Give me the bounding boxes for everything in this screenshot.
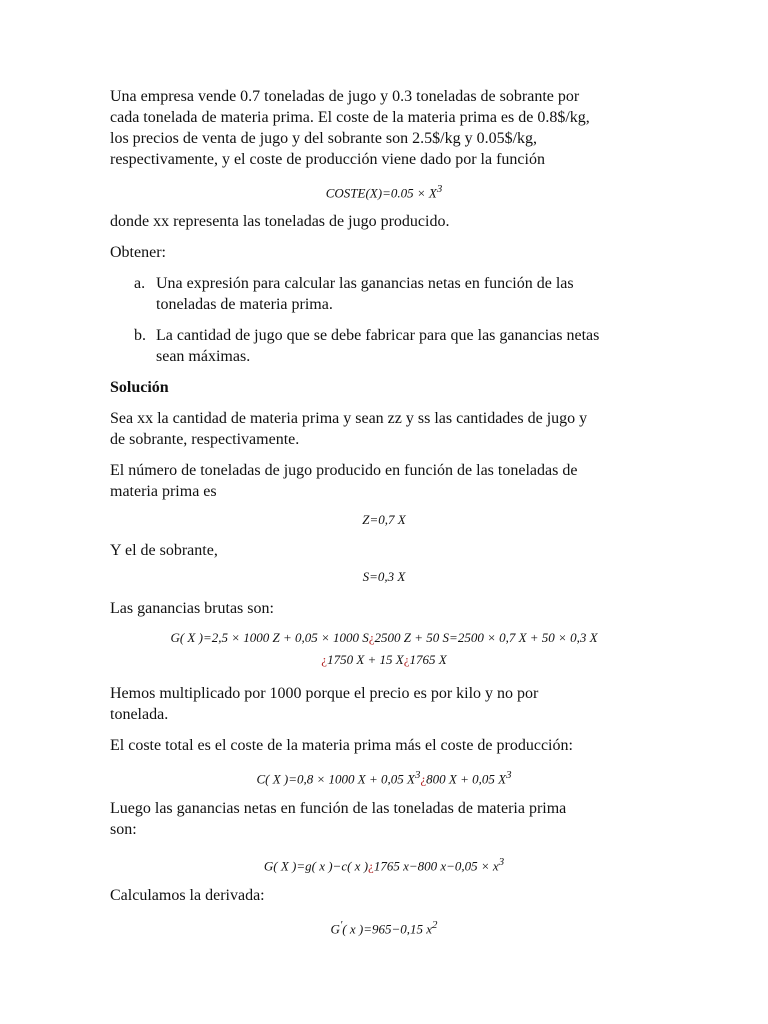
paragraph-hemos-line: Hemos multiplicado por 1000 porque el precio es por kilo y no por: [110, 685, 539, 702]
equation-cost: COSTE(X)=0.05 × $X^3$: [325, 183, 443, 201]
paragraph-luego-line: son:: [110, 821, 137, 838]
intro-line: Una empresa vende 0.7 toneladas de jugo y 0.3 toneladas de sobrante por: [110, 88, 580, 105]
eq-g-l1-b: 2500 Z + 50 S=2500 × 0,7 X + 50 × 0,3 X: [374, 630, 598, 645]
eq-g-l2-q2: ¿: [403, 652, 410, 667]
equation-net-profit: [0, 854, 768, 874]
eq-gnet-b: 1765 x−800 x−0,05 × x: [373, 858, 499, 874]
eq-deriv-exp: 2: [432, 919, 438, 931]
eq-gnet-a: G( X )=g( x )−c( x ): [263, 858, 369, 874]
paragraph-hemos: [110, 683, 650, 725]
eq-g-l2-b: 1765 X: [409, 652, 447, 667]
eq-g-l2-q1: ¿: [321, 652, 328, 667]
eq-deriv-a: G: [330, 921, 340, 937]
intro-line: los precios de venta de jugo y del sobrante son 2.5$/kg y 0.05$/kg,: [110, 130, 538, 147]
equation-s: S=0,3 X: [362, 569, 406, 584]
eq-c-b: 800 X + 0,05 X: [426, 771, 507, 787]
eq-c-exp2: 3: [506, 769, 512, 781]
eq-c-a: C( X )=0,8 × 1000 X + 0,05 X: [256, 771, 415, 787]
paragraph-numero-line: materia prima es: [110, 483, 217, 500]
paragraph-luego-line: Luego las ganancias netas en función de las toneladas de materia prima: [110, 800, 567, 817]
equation-gross-line-1: [0, 630, 768, 646]
eq-cost-lhs: COSTE: [325, 185, 366, 201]
paragraph-sea-line: Sea xx la cantidad de materia prima y sean zz y ss las cantidades de jugo y: [110, 410, 588, 427]
eq-c-exp1: 3: [414, 769, 421, 781]
list-marker-a: a.: [134, 275, 146, 292]
eq-deriv-b: ( x )=965−0,15 x: [342, 921, 433, 937]
eq-gnet-exp: 3: [498, 856, 505, 868]
intro-paragraph: [110, 86, 650, 170]
paragraph-hemos-line: tonelada.: [110, 706, 169, 723]
eq-deriv-prime: ': [339, 919, 343, 931]
eq-cost-arg: X: [369, 185, 378, 201]
eq-g-l1-a: G( X )=2,5 × 1000 Z + 0,05 × 1000 S: [170, 630, 369, 645]
paragraph-luego: [110, 798, 650, 840]
paragraph-coste-total: El coste total es el coste de la materia prima más el coste de producción:: [110, 737, 573, 754]
equation-derivative: [0, 917, 768, 937]
list-item-b: [134, 325, 676, 367]
paragraph-ganancias-brutas: Las ganancias brutas son:: [110, 600, 274, 617]
paragraph-sea: [110, 408, 650, 450]
paragraph-calculamos: Calculamos la derivada:: [110, 887, 265, 904]
eq-cost-exp: 3: [436, 183, 443, 195]
eq-g-l2-a: 1750 X + 15 X: [327, 652, 404, 667]
list-item-b-line: sean máximas.: [156, 348, 251, 365]
list-marker-b: b.: [134, 327, 146, 344]
eq-g-l1-q: ¿: [368, 630, 375, 645]
equation-total-cost: [0, 767, 768, 787]
list-item-a-line: Una expresión para calcular las ganancias netas en función de las: [156, 275, 574, 292]
list-item-a-line: toneladas de materia prima.: [156, 296, 333, 313]
eq-cost-rhs: =0.05 × X: [382, 185, 437, 201]
eq-gnet-q: ¿: [368, 858, 374, 874]
eq-c-q: ¿: [420, 771, 427, 787]
intro-line: respectivamente, y el coste de producción viene dado por la función: [110, 151, 545, 168]
solucion-heading: Solución: [110, 379, 169, 396]
list-item-b-line: La cantidad de jugo que se debe fabricar para que las ganancias netas: [156, 327, 600, 344]
equation-z: Z=0,7 X: [362, 512, 406, 527]
paragraph-donde: donde xx representa las toneladas de jugo producido.: [110, 213, 450, 230]
paragraph-numero: [110, 460, 650, 502]
paragraph-sobrante: Y el de sobrante,: [110, 542, 218, 559]
list-item-a: [134, 273, 676, 315]
equation-gross-line-2: [0, 652, 768, 668]
paragraph-numero-line: El número de toneladas de jugo producido en función de las toneladas de: [110, 462, 578, 479]
intro-line: cada tonelada de materia prima. El coste de la materia prima es de 0.8$/kg,: [110, 109, 590, 126]
paragraph-obtener: Obtener:: [110, 244, 166, 261]
paragraph-sea-line: de sobrante, respectivamente.: [110, 431, 300, 448]
